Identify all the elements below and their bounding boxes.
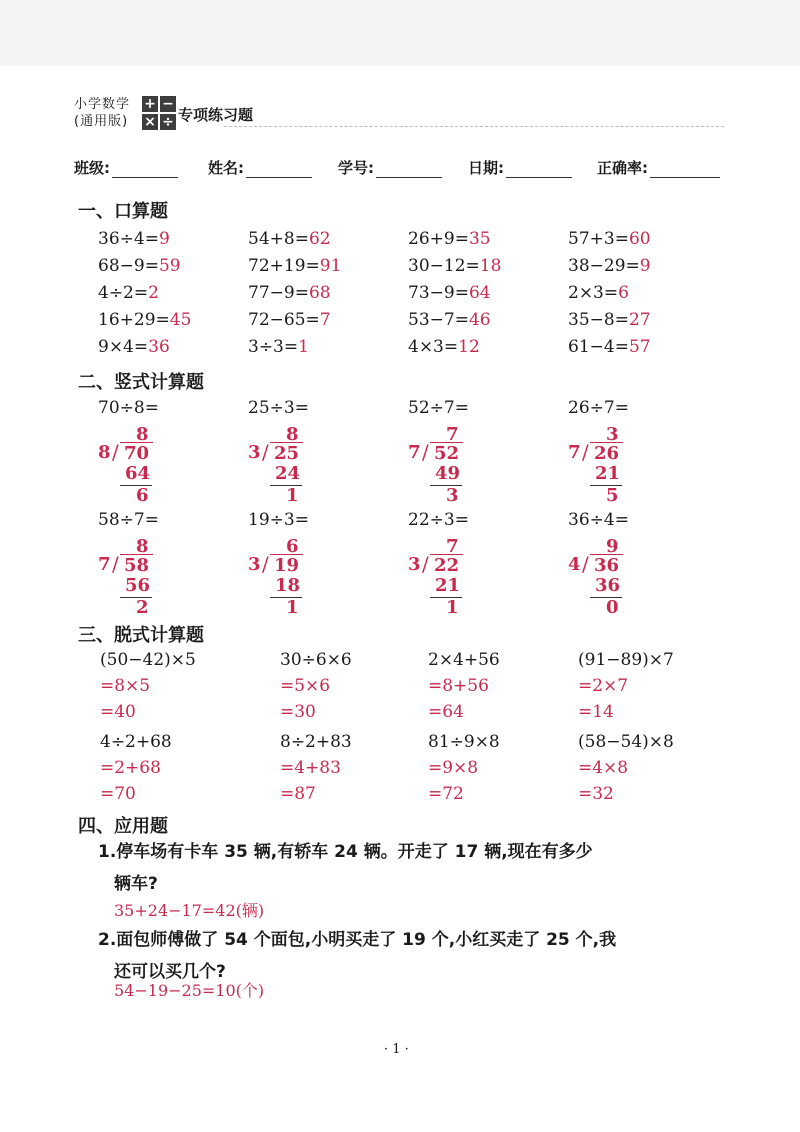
- student-id-blank[interactable]: [376, 159, 442, 178]
- word-problem-text: 辆车?: [114, 874, 158, 894]
- mental-problem: 53−7=46: [408, 310, 491, 330]
- section-heading-vertical: 二、竖式计算题: [78, 372, 204, 393]
- mental-problem: 38−29=9: [568, 256, 651, 276]
- worksheet-header: [74, 96, 724, 132]
- word-problem-text: 还可以买几个?: [114, 962, 226, 982]
- class-label: 班级:: [74, 159, 110, 177]
- stepwise-problem: 2×4+56 =8+56 =64: [428, 650, 500, 722]
- long-division: [408, 398, 498, 513]
- mental-problem: 4÷2=2: [98, 283, 159, 303]
- word-problem-answer: 54−19−25=10(个): [114, 981, 265, 1000]
- product: 56: [125, 575, 151, 596]
- dividend: 22: [430, 554, 463, 576]
- long-division: [568, 510, 658, 625]
- long-division: [408, 510, 498, 625]
- mental-row: [98, 337, 738, 364]
- product: 18: [275, 575, 301, 596]
- divide-icon: ÷: [160, 114, 176, 130]
- accuracy-label: 正确率:: [597, 159, 648, 177]
- mental-problem: 30−12=18: [408, 256, 502, 276]
- stepwise-problem: 4÷2+68 =2+68 =70: [100, 732, 172, 804]
- mental-problem: 3÷3=1: [248, 337, 309, 357]
- page-top-band: [0, 0, 800, 66]
- division-expression: 26÷7=: [568, 398, 629, 418]
- division-bracket: /: [112, 552, 119, 576]
- division-expression: 70÷8=: [98, 398, 159, 418]
- mental-row: [98, 229, 738, 256]
- mental-problem: 36÷4=9: [98, 229, 170, 249]
- divisor: 7: [408, 442, 421, 463]
- divisor: 3: [248, 442, 261, 463]
- division-expression: 25÷3=: [248, 398, 309, 418]
- division-expression: 52÷7=: [408, 398, 469, 418]
- stepwise-problem: 81÷9×8 =9×8 =72: [428, 732, 500, 804]
- mental-problem: 4×3=12: [408, 337, 480, 357]
- long-division: [98, 510, 188, 625]
- divisor: 3: [408, 554, 421, 575]
- divisor: 7: [98, 554, 111, 575]
- mental-problem: 35−8=27: [568, 310, 651, 330]
- division-bracket: /: [582, 552, 589, 576]
- stepwise-problem: (91−89)×7 =2×7 =14: [578, 650, 674, 722]
- product: 24: [275, 463, 301, 484]
- word-problem-text: 1.停车场有卡车 35 辆,有轿车 24 辆。开走了 17 辆,现在有多少: [98, 842, 593, 862]
- mental-row: [98, 283, 738, 310]
- division-expression: 58÷7=: [98, 510, 159, 530]
- division-bracket: /: [582, 440, 589, 464]
- brand-label: [74, 96, 130, 130]
- divisor: 8: [98, 442, 111, 463]
- dividend: 70: [120, 442, 153, 464]
- long-division: [568, 398, 658, 513]
- quotient: 8: [136, 536, 149, 557]
- product: 49: [435, 463, 461, 484]
- quotient: 8: [286, 424, 299, 445]
- product: 21: [435, 575, 461, 596]
- stepwise-problem: 30÷6×6 =5×6 =30: [280, 650, 352, 722]
- remainder: 0: [606, 597, 619, 618]
- product: 64: [125, 463, 151, 484]
- date-label: 日期:: [468, 159, 504, 177]
- word-problem-answer: 35+24−17=42(辆): [114, 901, 265, 920]
- accuracy-field[interactable]: [597, 157, 720, 178]
- long-division: [98, 398, 188, 513]
- mental-problem: 68−9=59: [98, 256, 181, 276]
- quotient: 8: [136, 424, 149, 445]
- dividend: 25: [270, 442, 303, 464]
- quotient: 7: [446, 424, 459, 445]
- mental-problem: 54+8=62: [248, 229, 331, 249]
- stepwise-problem: (58−54)×8 =4×8 =32: [578, 732, 674, 804]
- division-bracket: /: [422, 552, 429, 576]
- division-expression: 36÷4=: [568, 510, 629, 530]
- mental-problem: 73−9=64: [408, 283, 491, 303]
- remainder: 3: [446, 485, 459, 506]
- mental-problem: 77−9=68: [248, 283, 331, 303]
- remainder: 6: [136, 485, 149, 506]
- quotient: 9: [606, 536, 619, 557]
- division-bracket: /: [112, 440, 119, 464]
- date-field[interactable]: [468, 157, 572, 178]
- divisor: 7: [568, 442, 581, 463]
- accuracy-blank[interactable]: [650, 159, 720, 178]
- product: 36: [595, 575, 621, 596]
- division-expression: 22÷3=: [408, 510, 469, 530]
- mental-row: [98, 310, 738, 337]
- minus-icon: −: [160, 96, 176, 112]
- section-heading-word-problems: 四、应用题: [78, 816, 168, 837]
- division-bracket: /: [422, 440, 429, 464]
- word-problem-text: 2.面包师傅做了 54 个面包,小明买走了 19 个,小红买走了 25 个,我: [98, 930, 617, 950]
- mental-problem: 9×4=36: [98, 337, 170, 357]
- page-number: · 1 ·: [384, 1042, 409, 1057]
- student-id-field[interactable]: [338, 157, 442, 178]
- word-problem-1: [98, 836, 718, 900]
- stepwise-grid: [100, 650, 740, 810]
- section-heading-mental: 一、口算题: [78, 201, 168, 222]
- remainder: 2: [136, 597, 149, 618]
- mental-problem: 57+3=60: [568, 229, 651, 249]
- class-field[interactable]: [74, 157, 178, 178]
- divisor: 4: [568, 554, 581, 575]
- division-bracket: /: [262, 440, 269, 464]
- date-blank[interactable]: [506, 159, 572, 178]
- long-division: [248, 398, 338, 513]
- stepwise-problem: (50−42)×5 =8×5 =40: [100, 650, 196, 722]
- operators-logo: [142, 96, 176, 130]
- remainder: 5: [606, 485, 619, 506]
- mental-problem: 16+29=45: [98, 310, 192, 330]
- quotient: 6: [286, 536, 299, 557]
- division-expression: 19÷3=: [248, 510, 309, 530]
- dividend: 58: [120, 554, 153, 576]
- brand-line-2: (通用版): [74, 114, 129, 129]
- remainder: 1: [286, 597, 299, 618]
- info-fields: [74, 157, 729, 181]
- sheet-title: 专项练习题: [178, 106, 254, 124]
- quotient: 7: [446, 536, 459, 557]
- section-heading-stepwise: 三、脱式计算题: [78, 625, 204, 646]
- plus-icon: +: [142, 96, 158, 112]
- dividend: 36: [590, 554, 623, 576]
- stepwise-problem: 8÷2+83 =4+83 =87: [280, 732, 352, 804]
- remainder: 1: [446, 597, 459, 618]
- brand-line-1: 小学数学: [74, 97, 131, 112]
- mental-problem: 26+9=35: [408, 229, 491, 249]
- mental-problem: 72−65=7: [248, 310, 331, 330]
- mental-problem: 72+19=91: [248, 256, 342, 276]
- quotient: 3: [606, 424, 619, 445]
- dividend: 19: [270, 554, 303, 576]
- mental-problem: 2×3=6: [568, 283, 629, 303]
- long-division: [248, 510, 338, 625]
- header-divider: [224, 126, 724, 127]
- divisor: 3: [248, 554, 261, 575]
- name-label: 姓名:: [208, 159, 244, 177]
- mental-problem: 61−4=57: [568, 337, 651, 357]
- division-bracket: /: [262, 552, 269, 576]
- dividend: 52: [430, 442, 463, 464]
- mental-row: [98, 256, 738, 283]
- student-id-label: 学号:: [338, 159, 374, 177]
- name-blank[interactable]: [246, 159, 312, 178]
- product: 21: [595, 463, 621, 484]
- class-blank[interactable]: [112, 159, 178, 178]
- name-field[interactable]: [208, 157, 312, 178]
- remainder: 1: [286, 485, 299, 506]
- dividend: 26: [590, 442, 623, 464]
- times-icon: ×: [142, 114, 158, 130]
